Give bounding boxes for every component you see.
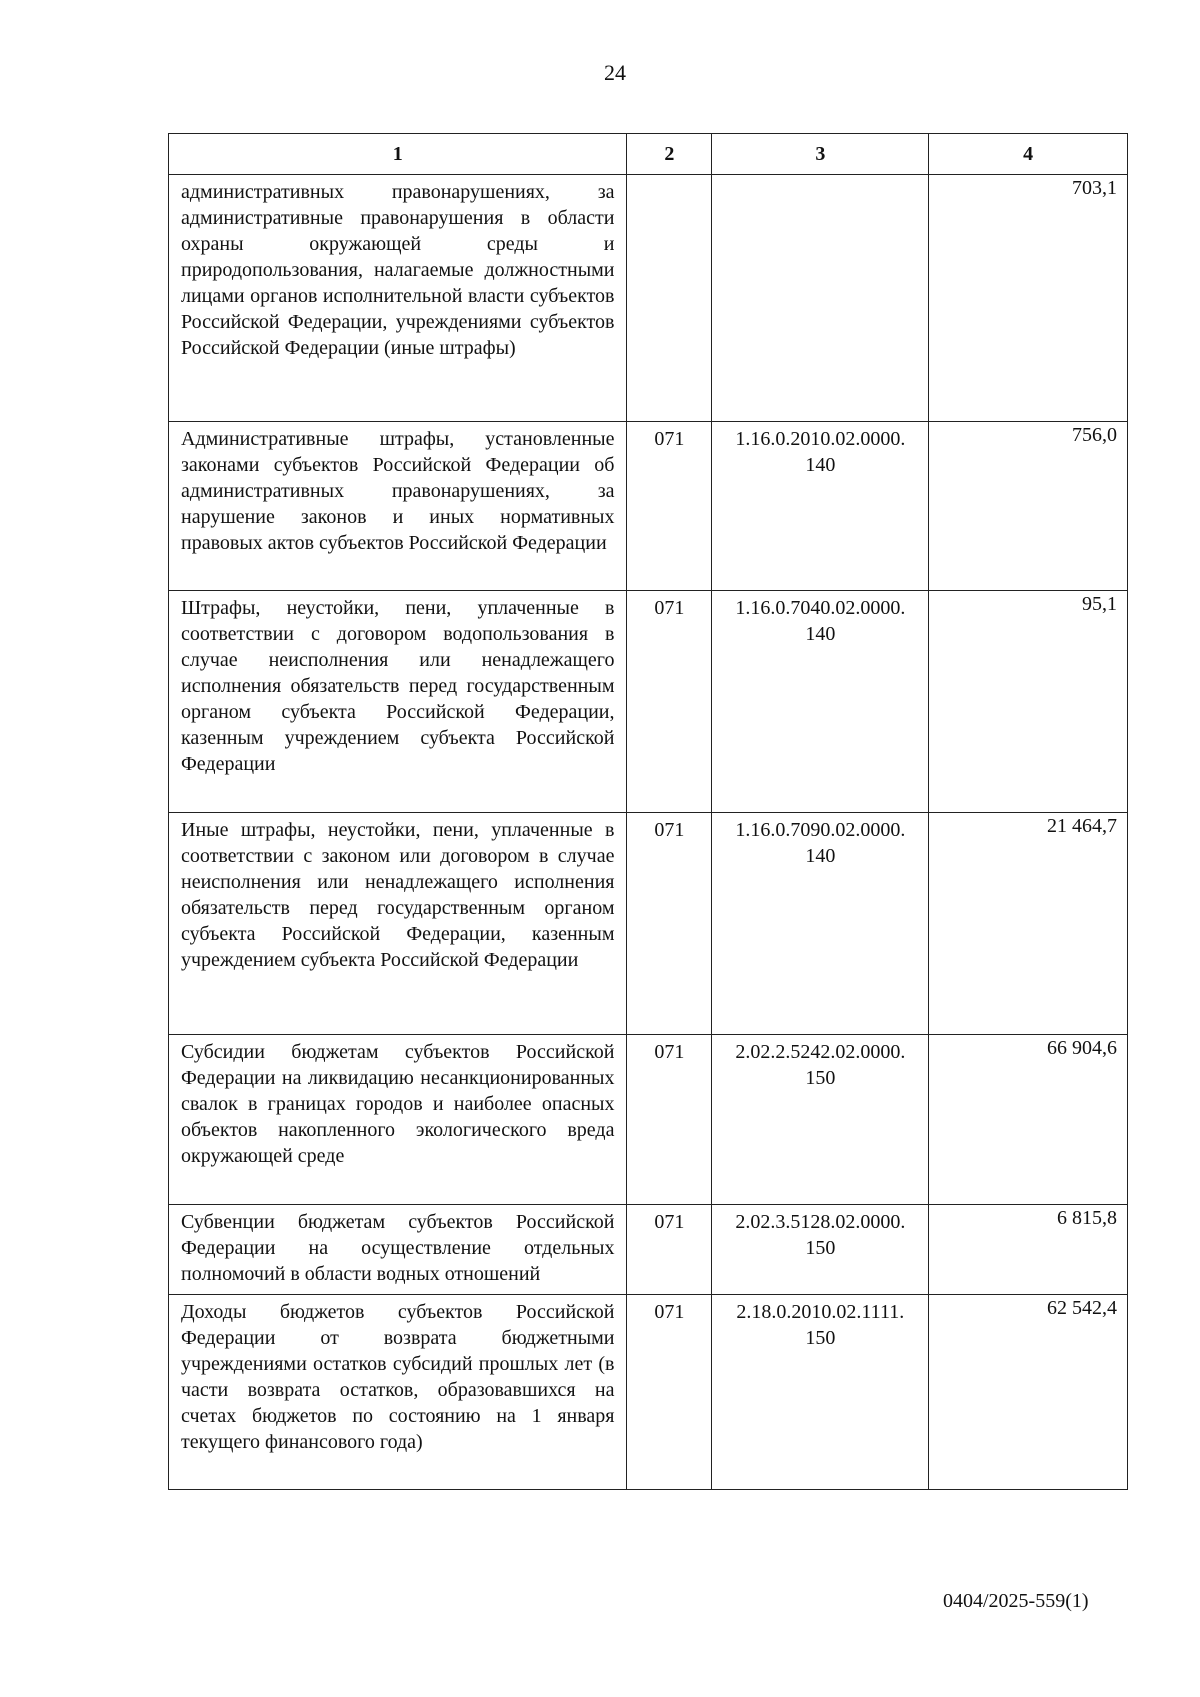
document-code: 0404/2025-559(1) [943,1590,1089,1612]
admin-code-cell: 071 [627,1205,712,1295]
income-name-cell: Административные штрафы, установленные законами субъектов Российской Федерации об административных правонарушениях, за нарушение законов и иных нормативных правовых актов субъектов Российской Федерации [169,422,627,591]
classification-code-cell [712,591,929,813]
admin-code-cell: 071 [627,591,712,813]
classification-code-cell [712,1035,929,1205]
page-number: 24 [604,60,626,85]
classification-code-suffix: 150 [805,1237,836,1259]
budget-income-table [168,133,1128,1490]
classification-code-main: 1.16.0.7040.02.0000. [735,597,906,619]
column-header-4: 4 [929,134,1128,175]
amount-cell: 756,0 [929,422,1128,591]
column-header-2: 2 [627,134,712,175]
table-row [169,422,1128,591]
income-name-cell: Субвенции бюджетам субъектов Российской Федерации на осуществление отдельных полномочий в области водных отношений [169,1205,627,1295]
classification-code-main: 2.02.2.5242.02.0000. [735,1041,906,1063]
table-row [169,175,1128,422]
amount-cell: 21 464,7 [929,813,1128,1035]
table-row [169,1295,1128,1490]
amount-cell: 62 542,4 [929,1295,1128,1490]
table-row [169,813,1128,1035]
column-header-3: 3 [712,134,929,175]
income-name-cell: административных правонарушениях, за административные правонарушения в области охраны окружающей среды и природопользования, налагаемые должностными лицами органов исполнительной власти субъектов Российской Федерации, учреждениями субъектов Российской Федерации (иные штрафы) [169,175,627,422]
income-name-cell: Иные штрафы, неустойки, пени, уплаченные в соответствии с законом или договором в случае неисполнения или ненадлежащего исполнения обязательств перед государственным органом субъекта Российской Федерации, казенным учреждением субъекта Российской Федерации [169,813,627,1035]
classification-code-suffix: 140 [805,454,836,476]
admin-code-cell: 071 [627,813,712,1035]
table-header-row [169,134,1128,175]
classification-code-cell [712,175,929,422]
classification-code-suffix: 140 [805,623,836,645]
classification-code-main: 2.18.0.2010.02.1111. [736,1301,905,1323]
table-row [169,1205,1128,1295]
admin-code-cell: 071 [627,1035,712,1205]
classification-code-suffix: 140 [805,845,836,867]
classification-code-main: 2.02.3.5128.02.0000. [735,1211,906,1233]
classification-code-cell [712,1205,929,1295]
amount-cell: 95,1 [929,591,1128,813]
income-name-cell: Доходы бюджетов субъектов Российской Федерации от возврата бюджетными учреждениями остатков субсидий прошлых лет (в части возврата остатков, образовавшихся на счетах бюджетов по состоянию на 1 января текущего финансового года) [169,1295,627,1490]
classification-code-main: 1.16.0.7090.02.0000. [735,819,906,841]
classification-code-cell [712,422,929,591]
admin-code-cell: 071 [627,1295,712,1490]
column-header-1: 1 [169,134,627,175]
classification-code-cell [712,813,929,1035]
classification-code-suffix: 150 [805,1067,836,1089]
classification-code-main: 1.16.0.2010.02.0000. [735,428,906,450]
amount-cell: 703,1 [929,175,1128,422]
table-row [169,591,1128,813]
income-name-cell: Штрафы, неустойки, пени, уплаченные в соответствии с договором водопользования в случае неисполнения или ненадлежащего исполнения обязательств перед государственным органом субъекта Российской Федерации, казенным учреждением субъекта Российской Федерации [169,591,627,813]
income-name-cell: Субсидии бюджетам субъектов Российской Федерации на ликвидацию несанкционированных свалок в границах городов и наиболее опасных объектов накопленного экологического вреда окружающей среде [169,1035,627,1205]
amount-cell: 6 815,8 [929,1205,1128,1295]
classification-code-cell [712,1295,929,1490]
table-row [169,1035,1128,1205]
classification-code-suffix: 150 [805,1327,836,1349]
admin-code-cell: 071 [627,422,712,591]
admin-code-cell [627,175,712,422]
amount-cell: 66 904,6 [929,1035,1128,1205]
